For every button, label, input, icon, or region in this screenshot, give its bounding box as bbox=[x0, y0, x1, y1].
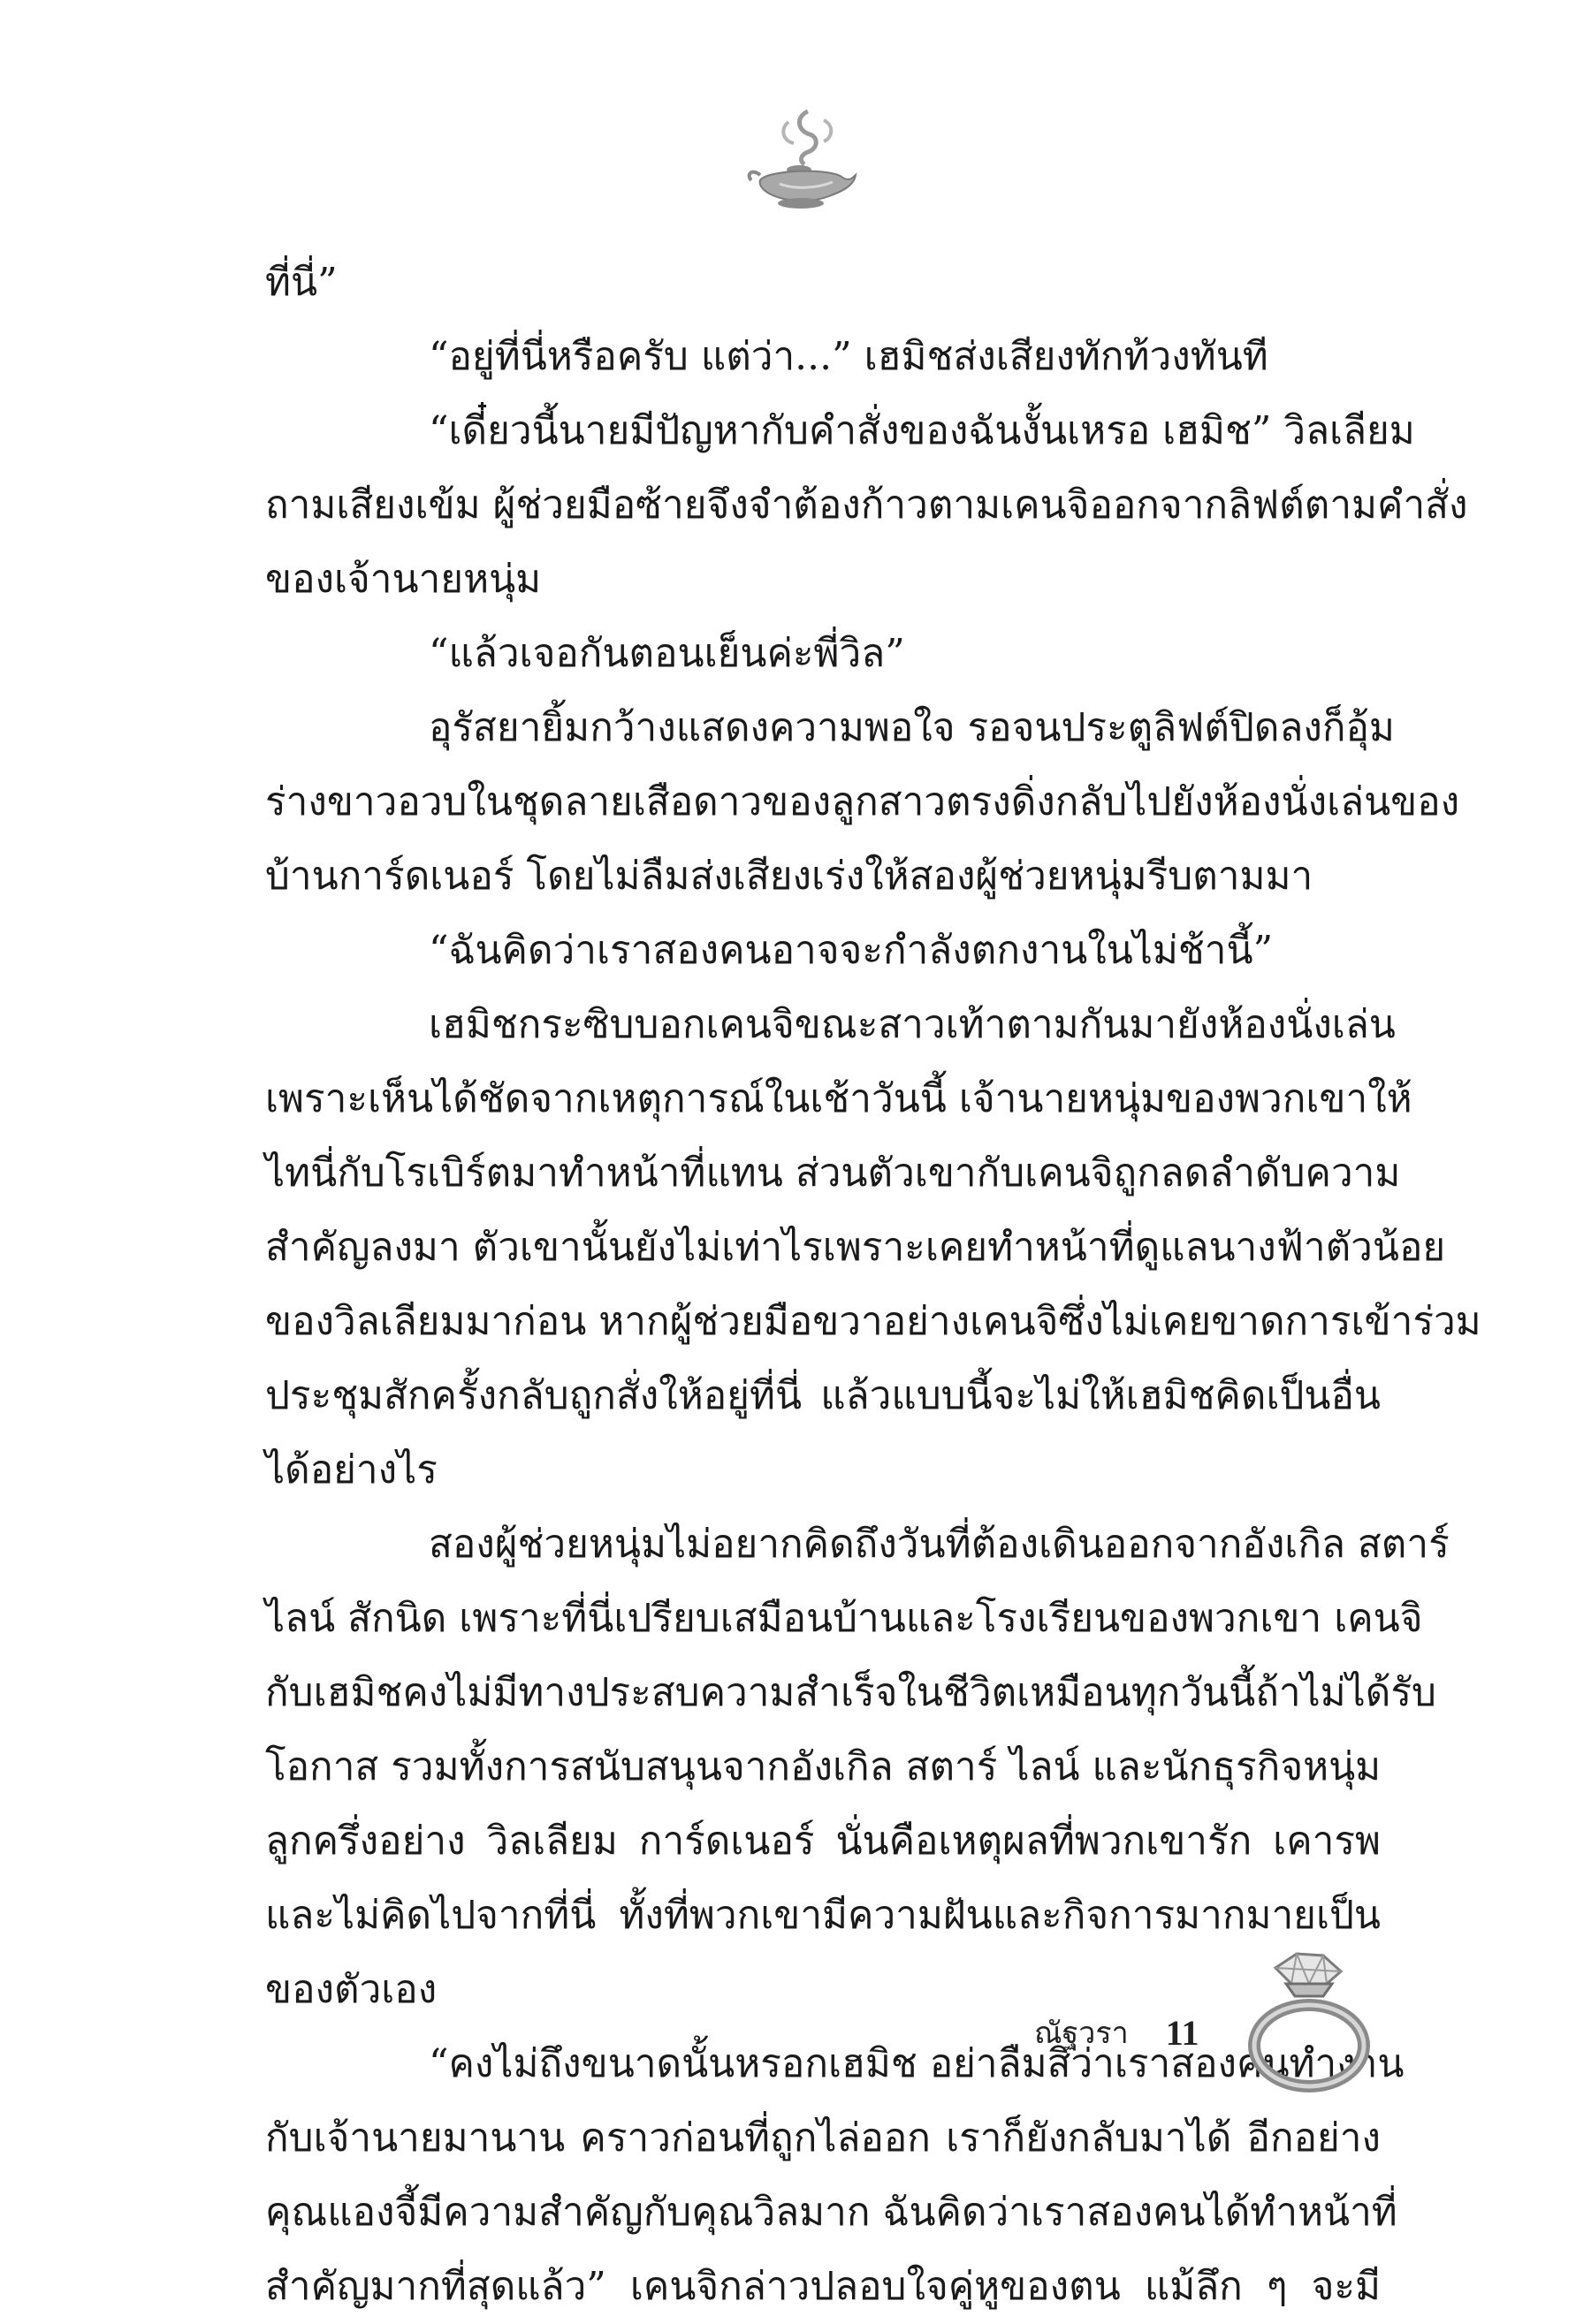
body-text bbox=[265, 246, 1481, 2324]
text-line: “อยู่ที่นี่หรือครับ แต่ว่า...” เฮมิชส่งเสียงทักท้วงทันที bbox=[429, 334, 1268, 379]
text-line: ประชุมสักครั้งกลับถูกสั่งให้อยู่ที่นี่ แล้วแบบนี้จะไม่ให้เฮมิชคิดเป็นอื่น bbox=[265, 1373, 1381, 1418]
text-line: สองผู้ช่วยหนุ่มไม่อยากคิดถึงวันที่ต้องเดินออกจากอังเกิล สตาร์ bbox=[429, 1522, 1450, 1567]
text-line: ไทนี่กับโรเบิร์ตมาทำหน้าที่แทน ส่วนตัวเขากับเคนจิถูกลดลำดับความ bbox=[265, 1151, 1401, 1196]
text-line: เฮมิชกระซิบบอกเคนจิขณะสาวเท้าตามกันมายังห้องนั่งเล่น bbox=[429, 1002, 1396, 1047]
diamond-ring-icon bbox=[1242, 1948, 1374, 2094]
magic-lamp-icon bbox=[744, 104, 859, 215]
text-line: ของวิลเลียมมาก่อน หากผู้ช่วยมือขวาอย่างเคนจิซึ่งไม่เคยขาดการเข้าร่วม bbox=[265, 1299, 1481, 1344]
page-number: 11 bbox=[1165, 2012, 1199, 2053]
text-line: คุณแองจี้มีความสำคัญกับคุณวิลมาก ฉันคิดว่าเราสองคนได้ทำหน้าที่ bbox=[265, 2190, 1397, 2235]
text-line: ที่นี่” bbox=[265, 260, 338, 305]
text-line: ไลน์ สักนิด เพราะที่นี่เปรียบเสมือนบ้านและโรงเรียนของพวกเขา เคนจิ bbox=[265, 1596, 1423, 1641]
text-line: ได้อย่างไร bbox=[265, 1447, 438, 1492]
author-name: ณัฐวรา bbox=[1034, 2016, 1129, 2051]
text-line: ร่างขาวอวบในชุดลายเสือดาวของลูกสาวตรงดิ่งกลับไปยังห้องนั่งเล่นของ bbox=[265, 779, 1460, 824]
text-line: ถามเสียงเข้ม ผู้ช่วยมือซ้ายจึงจำต้องก้าวตามเคนจิออกจากลิฟต์ตามคำสั่ง bbox=[265, 482, 1468, 528]
text-line: ลูกครึ่งอย่าง วิลเลียม การ์ดเนอร์ นั่นคือเหตุผลที่พวกเขารัก เคารพ bbox=[265, 1819, 1381, 1864]
text-line: “ฉันคิดว่าเราสองคนอาจจะกำลังตกงานในไม่ช้านี้” bbox=[429, 928, 1274, 973]
text-line: “เดี๋ยวนี้นายมีปัญหากับคำสั่งของฉันงั้นเหรอ เฮมิช” วิลเลียม bbox=[429, 408, 1415, 453]
page-footer bbox=[1034, 2001, 1199, 2063]
text-line: อุรัสยายิ้มกว้างแสดงความพอใจ รอจนประตูลิฟต์ปิดลงก็อุ้ม bbox=[429, 705, 1395, 750]
text-line: เพราะเห็นได้ชัดจากเหตุการณ์ในเช้าวันนี้ เจ้านายหนุ่มของพวกเขาให้ bbox=[265, 1076, 1412, 1121]
text-line: “คงไม่ถึงขนาดนั้นหรอกเฮมิช อย่าลืมสิว่าเราสองคนทำงาน bbox=[429, 2041, 1405, 2086]
text-line: บ้านการ์ดเนอร์ โดยไม่ลืมส่งเสียงเร่งให้สองผู้ช่วยหนุ่มรีบตามมา bbox=[265, 854, 1313, 899]
text-line: กับเจ้านายมานาน คราวก่อนที่ถูกไล่ออก เราก็ยังกลับมาได้ อีกอย่าง bbox=[265, 2115, 1381, 2161]
text-line: สำคัญลงมา ตัวเขานั้นยังไม่เท่าไรเพราะเคยทำหน้าที่ดูแลนางฟ้าตัวน้อย bbox=[265, 1225, 1446, 1270]
text-line: สำคัญมากที่สุดแล้ว” เคนจิกล่าวปลอบใจคู่หูของตน แม้ลึก ๆ จะมี bbox=[265, 2264, 1381, 2309]
text-line: โอกาส รวมทั้งการสนับสนุนจากอังเกิล สตาร์ ไลน์ และนักธุรกิจหนุ่ม bbox=[265, 1744, 1382, 1789]
text-line: กับเฮมิชคงไม่มีทางประสบความสำเร็จในชีวิตเหมือนทุกวันนี้ถ้าไม่ได้รับ bbox=[265, 1670, 1436, 1715]
text-line: ของตัวเอง bbox=[265, 1967, 438, 2012]
text-line: “แล้วเจอกันตอนเย็นค่ะพี่วิล” bbox=[429, 631, 905, 676]
text-line: ของเจ้านายหนุ่ม bbox=[265, 557, 542, 602]
text-line: และไม่คิดไปจากที่นี่ ทั้งที่พวกเขามีความฝันและกิจการมากมายเป็น bbox=[265, 1893, 1381, 1938]
